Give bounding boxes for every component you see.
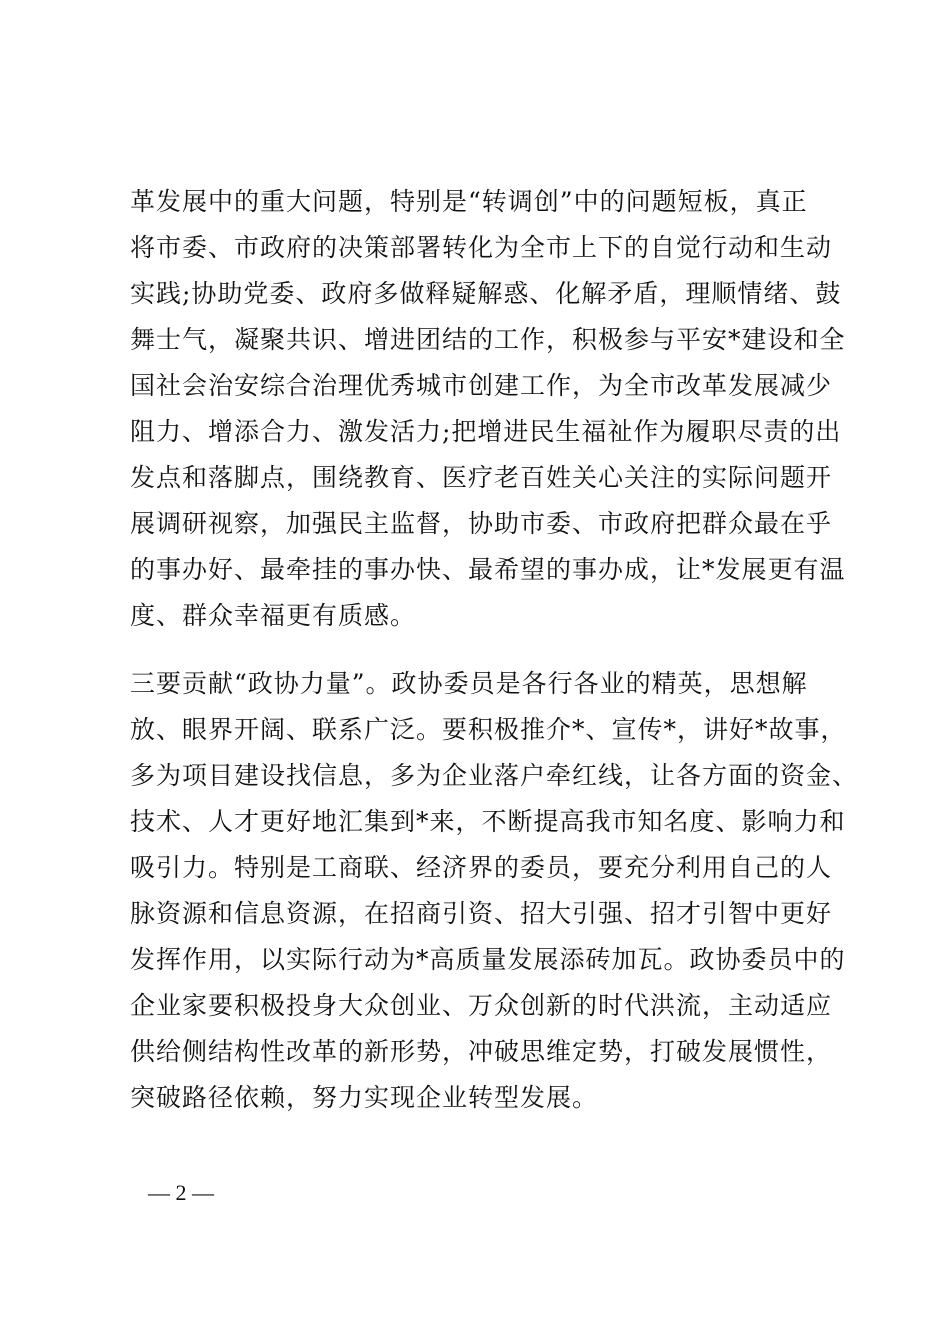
text-line: 国社会治安综合治理优秀城市创建工作，为全市改革发展减少 [130,371,833,400]
text-line: 度、群众幸福更有质感。 [130,601,417,630]
text-line: 发点和落脚点，围绕教育、医疗老百姓关心关注的实际问题开 [130,463,833,492]
text-line: 革发展中的重大问题，特别是“转调创”中的问题短板，真正 [130,187,808,216]
text-line: 放、眼界开阔、联系广泛。要积极推介*、宣传*，讲好*故事， [130,715,847,744]
page-number: — 2 — [148,1180,214,1205]
text-line: 多为项目建设找信息，多为企业落户牵红线，让各方面的资金、 [130,761,859,790]
text-line: 将市委、市政府的决策部署转化为全市上下的自觉行动和生动 [130,233,833,262]
text-line: 实践;协助党委、政府多做释疑解惑、化解矛盾，理顺情绪、鼓 [130,279,842,308]
text-line: 的事办好、最牵挂的事办快、最希望的事办成，让*发展更有温 [130,555,846,584]
text-line: 突破路径依赖，努力实现企业转型发展。 [130,1083,599,1112]
text-line: 供给侧结构性改革的新形势，冲破思维定势，打破发展惯性， [130,1037,833,1066]
text-line: 阻力、增添合力、激发活力;把增进民生福祉作为履职尽责的出 [130,417,842,446]
text-line: 三要贡献“政协力量”。政协委员是各行各业的精英，思想解 [130,669,808,698]
text-line: 技术、人才更好地汇集到*来，不断提高我市知名度、影响力和 [130,807,846,836]
text-line: 展调研视察，加强民主监督，协助市委、市政府把群众最在乎 [130,509,833,538]
text-line: 舞士气，凝聚共识、增进团结的工作，积极参与平安*建设和全 [130,325,846,354]
text-line: 脉资源和信息资源，在招商引资、招大引强、招才引智中更好 [130,899,833,928]
text-line: 发挥作用，以实际行动为*高质量发展添砖加瓦。政协委员中的 [130,945,846,974]
text-line: 吸引力。特别是工商联、经济界的委员，要充分利用自己的人 [130,853,833,882]
text-line: 企业家要积极投身大众创业、万众创新的时代洪流，主动适应 [130,991,833,1020]
